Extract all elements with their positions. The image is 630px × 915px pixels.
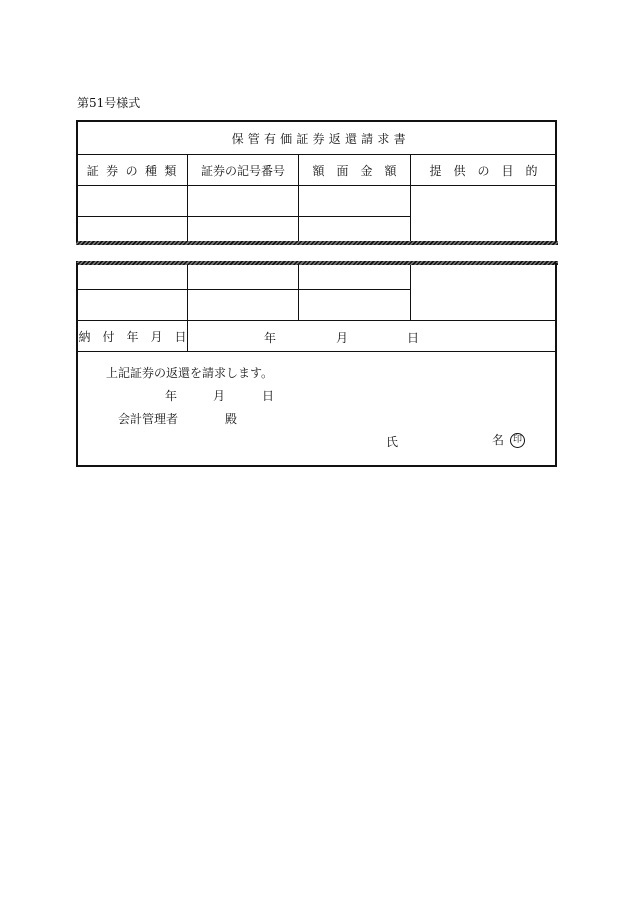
request-statement: 上記証券の返還を請求します。 bbox=[106, 366, 274, 380]
header-face-value: 額 面 金 額 bbox=[312, 163, 397, 178]
payment-year-label: 年 bbox=[264, 331, 277, 345]
column-divider bbox=[410, 265, 411, 320]
header-security-type: 証 券 の 種 類 bbox=[86, 163, 179, 178]
row-divider bbox=[78, 289, 410, 290]
payment-day-label: 日 bbox=[407, 331, 420, 345]
request-day-label: 日 bbox=[262, 389, 275, 403]
column-divider bbox=[298, 265, 299, 320]
header-purpose: 提 供 の 目 的 bbox=[429, 163, 538, 178]
payment-month-label: 月 bbox=[336, 331, 349, 345]
name-label-2 bbox=[492, 431, 525, 448]
name-label-1: 氏 bbox=[386, 435, 399, 449]
seal-mark: 印 bbox=[510, 433, 525, 448]
cut-line-top bbox=[76, 241, 558, 245]
form-number: 第51号様式 bbox=[77, 96, 141, 110]
form-title: 保管有価証券返還請求書 bbox=[231, 131, 410, 146]
request-month-label: 月 bbox=[213, 389, 226, 403]
addressee: 会計管理者 bbox=[118, 412, 179, 426]
row-divider bbox=[78, 351, 556, 352]
row-divider bbox=[78, 216, 410, 217]
header-divider bbox=[78, 185, 556, 186]
column-divider bbox=[298, 155, 299, 242]
header-symbol-number: 証券の記号番号 bbox=[200, 163, 285, 178]
honorific: 殿 bbox=[225, 412, 238, 426]
request-year-label: 年 bbox=[165, 389, 178, 403]
payment-date-label: 納 付 年 月 日 bbox=[78, 329, 187, 344]
name-label-2-text: 名 bbox=[492, 433, 505, 447]
column-divider bbox=[187, 155, 188, 242]
column-divider bbox=[187, 321, 188, 351]
column-divider bbox=[187, 265, 188, 320]
column-divider bbox=[410, 155, 411, 242]
